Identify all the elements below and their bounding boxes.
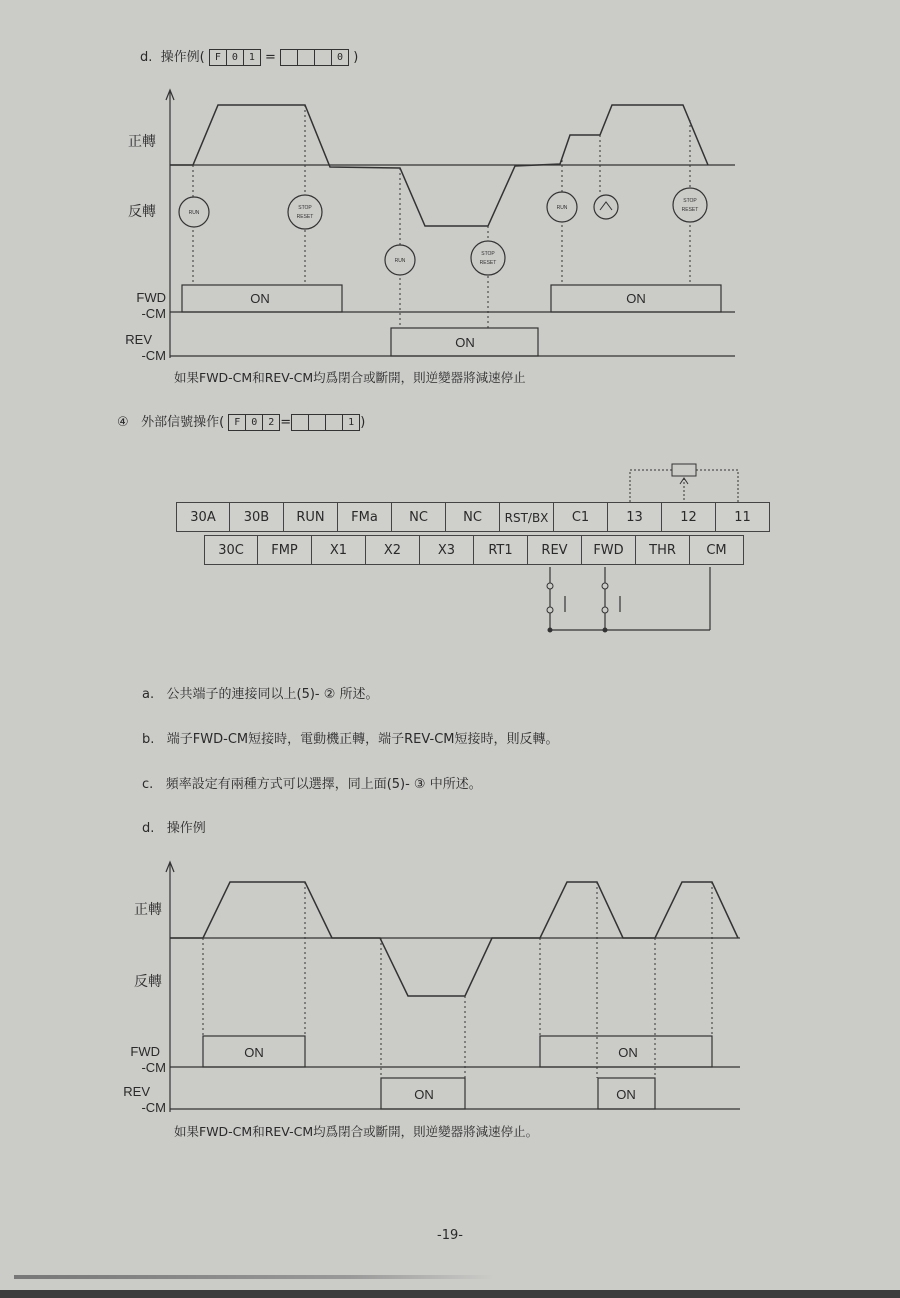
note-c: c. 頻率設定有兩種方式可以選擇，同上面(5)- ③ 中所述。 xyxy=(142,777,482,792)
on-label: ON xyxy=(250,291,270,306)
fwd-label: FWD xyxy=(130,1044,160,1059)
rev-cm-label: -CM xyxy=(141,348,166,363)
lcd-digit: 2 xyxy=(268,417,275,428)
note-a: a. 公共端子的連接同以上(5)- ② 所述。 xyxy=(142,687,379,702)
chart2-caption: 如果FWD-CM和REV-CM均爲閉合或斷開，則逆變器將減速停止。 xyxy=(174,1124,539,1139)
on-label: ON xyxy=(626,291,646,306)
terminal-11: 11 xyxy=(715,502,770,532)
on-label: ON xyxy=(455,335,475,350)
forward-label: 正轉 xyxy=(134,901,162,917)
circle-number: ④ xyxy=(117,415,129,430)
terminal-x3: X3 xyxy=(419,535,474,565)
terminal-nc: NC xyxy=(445,502,500,532)
reset-label: RESET xyxy=(681,207,699,213)
pot-wire-left xyxy=(630,470,672,502)
lcd-digit: 0 xyxy=(227,50,244,65)
heading-suffix: ) xyxy=(360,415,366,430)
lcd-digit xyxy=(326,415,343,430)
reset-label: RESET xyxy=(479,260,497,266)
terminal-30c: 30C xyxy=(204,535,258,565)
rev-label: REV xyxy=(123,1084,150,1099)
reverse-label: 反轉 xyxy=(134,973,162,989)
terminal-node xyxy=(547,607,553,613)
terminal-30b: 30B xyxy=(229,502,284,532)
terminal-x1: X1 xyxy=(311,535,366,565)
lcd-digit: F xyxy=(229,415,246,430)
terminal-rst-bx: RST/BX xyxy=(499,502,554,532)
terminal-rt1: RT1 xyxy=(473,535,528,565)
on-label: ON xyxy=(244,1045,264,1060)
terminal-fma: FMa xyxy=(337,502,392,532)
bottom-edge-bar xyxy=(0,1290,900,1298)
stop-label: STOP xyxy=(298,205,312,211)
speed-waveform xyxy=(170,882,738,996)
lcd-digit xyxy=(309,415,326,430)
on-label: ON xyxy=(618,1045,638,1060)
terminal-top-row xyxy=(177,502,770,532)
forward-label: 正轉 xyxy=(128,133,156,149)
lcd-digit: 1 xyxy=(248,52,255,63)
heading-prefix: 外部信號操作( xyxy=(141,415,225,430)
terminal-thr: THR xyxy=(635,535,690,565)
stop-reset-button-icon xyxy=(471,241,505,275)
rev-label: REV xyxy=(125,332,152,347)
fwd-cm-label: -CM xyxy=(141,1060,166,1075)
terminal-node xyxy=(547,583,553,589)
terminal-c1: C1 xyxy=(553,502,608,532)
equals-sign: = xyxy=(280,415,292,430)
timing-chart-2 xyxy=(0,850,900,1130)
terminal-node xyxy=(602,583,608,589)
up-arrow-button-icon xyxy=(594,195,618,219)
terminal-node xyxy=(602,607,608,613)
heading-suffix: ) xyxy=(353,50,359,65)
page-number: -19- xyxy=(437,1228,463,1243)
lcd-digit: F xyxy=(210,50,227,65)
terminal-fwd: FWD xyxy=(581,535,636,565)
timing-chart-1 xyxy=(0,0,900,400)
potentiometer-icon xyxy=(672,464,696,476)
lcd-digit: 0 xyxy=(246,415,263,430)
on-label: ON xyxy=(414,1087,434,1102)
note-b: b. 端子FWD-CM短接時，電動機正轉，端子REV-CM短接時，則反轉。 xyxy=(142,732,559,747)
reverse-label: 反轉 xyxy=(128,203,156,219)
chart1-caption: 如果FWD-CM和REV-CM均爲閉合或斷開，則逆變器將減速停止 xyxy=(174,370,526,385)
function-code-display xyxy=(228,414,280,431)
note-d: d. 操作例 xyxy=(142,821,206,836)
terminal-bottom-row xyxy=(205,535,744,565)
heading-prefix: 操作例( xyxy=(160,50,205,65)
rev-cm-label: -CM xyxy=(141,1100,166,1115)
run-label: RUN xyxy=(394,258,406,264)
terminal-rev: REV xyxy=(527,535,582,565)
stop-reset-button-icon xyxy=(673,188,707,222)
terminal-nc: NC xyxy=(391,502,446,532)
lcd-digit xyxy=(292,415,309,430)
terminal-fmp: FMP xyxy=(257,535,312,565)
equals-sign: = xyxy=(265,50,276,65)
terminal-30a: 30A xyxy=(176,502,230,532)
lcd-digit: 0 xyxy=(337,52,344,63)
on-label: ON xyxy=(616,1087,636,1102)
terminal-x2: X2 xyxy=(365,535,420,565)
terminal-cm: CM xyxy=(689,535,744,565)
fwd-label: FWD xyxy=(136,290,166,305)
section2-heading xyxy=(117,411,365,431)
footer-rule xyxy=(14,1275,494,1279)
terminal-12: 12 xyxy=(661,502,716,532)
value-display xyxy=(291,414,360,431)
junction-node xyxy=(603,628,607,632)
lcd-digit: 1 xyxy=(348,417,355,428)
run-label: RUN xyxy=(556,205,568,211)
reset-label: RESET xyxy=(296,214,314,220)
run-label: RUN xyxy=(188,210,200,216)
stop-reset-button-icon xyxy=(288,195,322,229)
item-label: d. xyxy=(140,50,153,65)
stop-label: STOP xyxy=(683,198,697,204)
fwd-cm-label: -CM xyxy=(141,306,166,321)
terminal-13: 13 xyxy=(607,502,662,532)
junction-node xyxy=(548,628,552,632)
pot-wire-right xyxy=(696,470,738,502)
stop-label: STOP xyxy=(481,251,495,257)
terminal-run: RUN xyxy=(283,502,338,532)
